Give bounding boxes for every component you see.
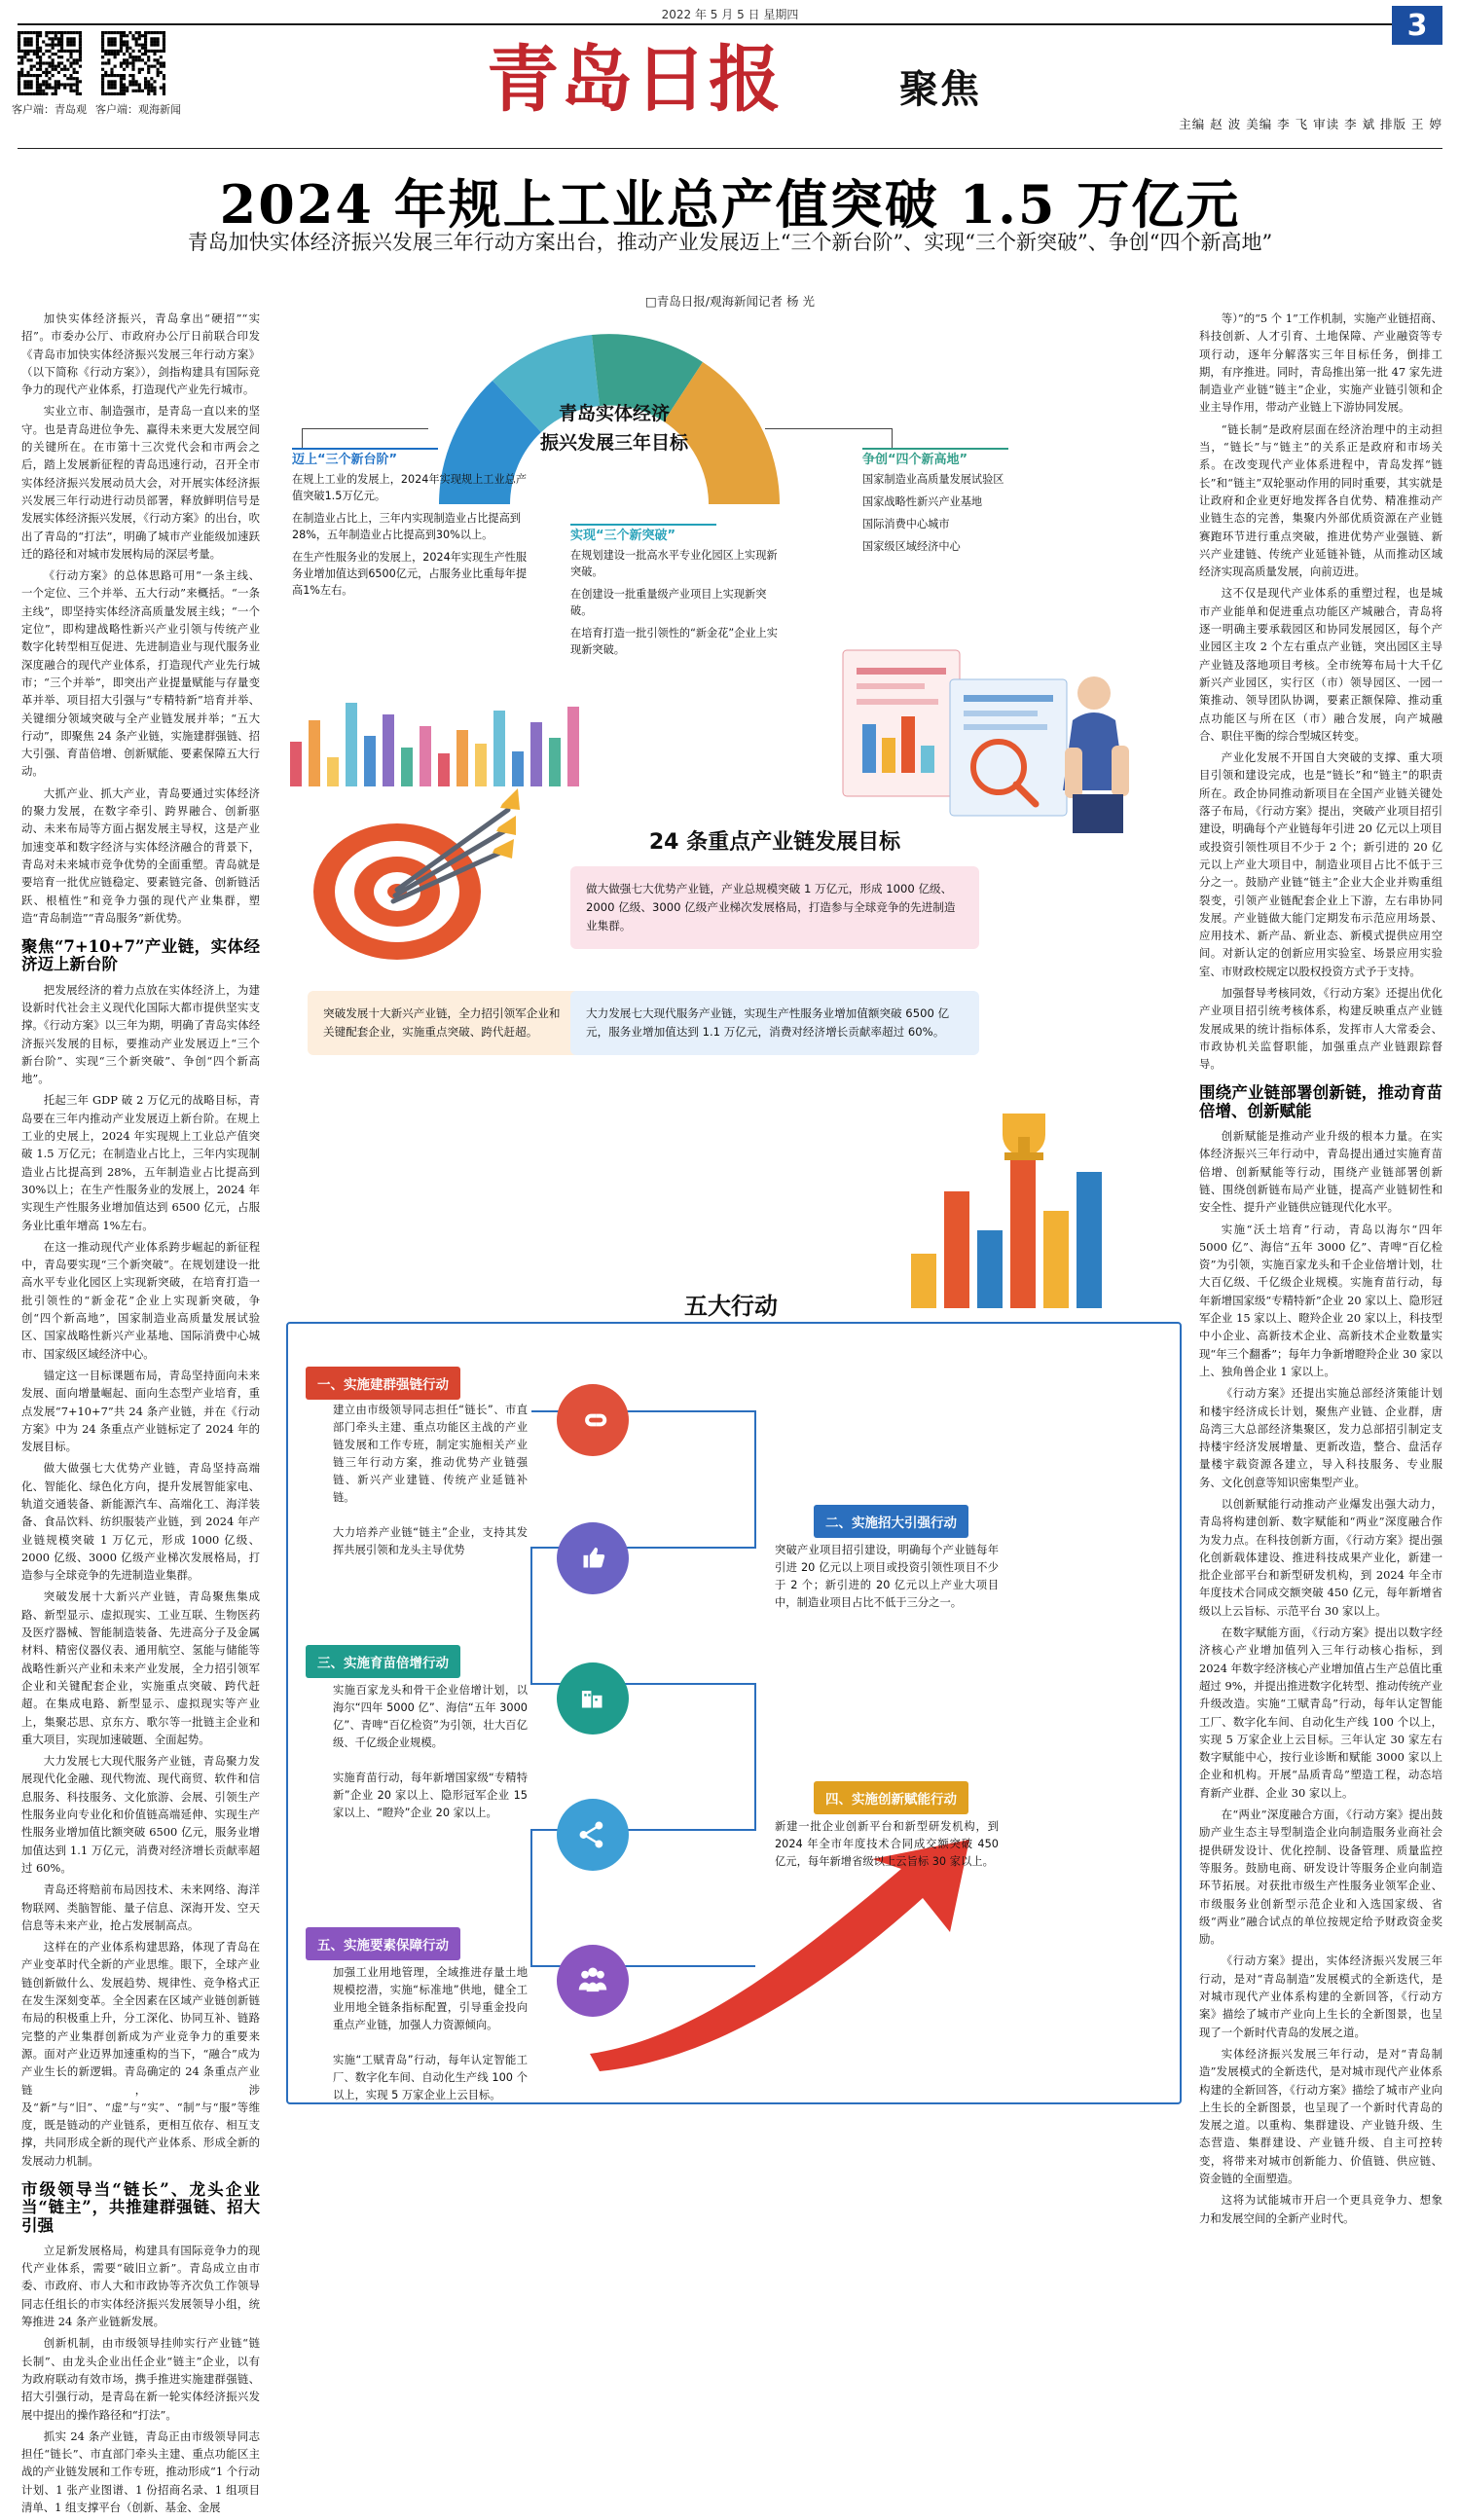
body-paragraph: 锚定这一目标课题布局，青岛坚持面向未来发展、面向增量崛起、面向生态型产业培育，重点发展“7+10+7”共 24 条产业链，并在《行动方案》中为 24 条重点产业链标定了 2024 年的发展目标。: [21, 1368, 260, 1454]
action-2-label[interactable]: 二、实施招大引强行动: [814, 1505, 968, 1538]
block-item: 在规划建设一批高水平专业化园区上实现新突破。: [570, 549, 778, 578]
underline-steps: [292, 448, 438, 450]
leader-line-left: [302, 428, 428, 429]
body-paragraph: 以创新赋能行动推动产业爆发出强大动力，青岛将构建创新、数字赋能和“两业”深度融合作为发力点。在科技创新方面，《行动方案》提出强化创新载体建设、推进科技成果产业化，新建一批企业部平台和新型研发机构，到 2024 年全市年度技术合同成交额突破 450 亿元，每年新增省级以上云旨标、示范平台 30 家以上。: [1199, 1497, 1442, 1618]
date-line: 2022 年 5 月 5 日 星期四: [661, 8, 799, 21]
target-arrows-graphic: [300, 775, 524, 969]
top-rule: [18, 23, 1442, 25]
section-heading: 围绕产业链部署创新链，推动育苗倍增、创新赋能: [1199, 1083, 1442, 1120]
body-paragraph: 这样在的产业体系构建思路，体现了青岛在产业变革时代全新的产业思维。眼下，全球产业链创新做什么、发展趋势、规律性、竞争格式正在发生深刻变革。全全因素在区域产业链创新链布局的积极重上升，分工深化、协同互补、链路完整的产业集群创新成为产业竞争力的重要来源。面对产业迈界加速重构的当下，“融合”成为产业生长的新逻辑。青岛确定的 24 条重点产业链，涉及“新”与“旧”、“虚”与“实”、“制”与“服”等维度，既是链动的产业链系，更相互依存、相互支撑，共同形成全新的现代产业体系、形成全新的发展动力机制。: [21, 1940, 260, 2168]
body-paragraph: 加快实体经济振兴，青岛拿出“硬招”“实招”。市委办公厅、市政府办公厅日前联合印发《青岛市加快实体经济振兴发展三年行动方案》（以下简称《行动方案》），剑指构建具有国际竞争力的现代产业体系，打造现代产业先行城市。: [21, 311, 260, 397]
action-4-label[interactable]: 四、实施创新赋能行动: [814, 1781, 968, 1814]
page-number-badge: 3: [1392, 6, 1442, 45]
leader-tick-right: [892, 428, 893, 448]
body-paragraph: 《行动方案》还提出实施总部经济策能计划和楼宇经济成长计划，聚焦产业链、企业群，唐岛湾三大总部经济集聚区，发力总部招引制定支持楼宇经济发展增量、更新改造，整合、盘活存量楼宇载资源各建立，导入科技服务、专业服务、文化创意等知识密集型产业。: [1199, 1386, 1442, 1489]
underline-high: [862, 448, 1008, 450]
block-item: 在生产性服务业的发展上，2024年实现生产性服务业增加值达到6500亿元，占服务业比重每年提高1%左右。: [292, 551, 528, 597]
action-5-label[interactable]: 五、实施要素保障行动: [306, 1927, 460, 1960]
target-svg: [300, 775, 524, 969]
action-5-text: 加强工业用地管理，全域推进存量土地规模挖潜，实施“标准地”供地，健全工业用地全链条指标配置，引导重金投向重点产业链，加强人力资源倾向。 实施“工赋青岛”行动，每年认定智能工厂、数字化车间、自动化生产线 100 个以上，实现 5 万家企业上云目标。: [333, 1966, 528, 2101]
card-service-chain: 大力发展七大现代服务产业链，实现生产性服务业增加值额突破 6500 亿元，服务业增加值达到 1.1 万亿元，消费对经济增长贡献率超过 60%。: [570, 991, 979, 1055]
body-paragraph: 托起三年 GDP 破 2 万亿元的战略目标，青岛要在三年内推动产业发展迈上新台阶。在规上工业的史展上，2024 年实现规上工业总产值突破 1.5 万亿元；在制造业占比上，三年内实现制造业占比提高到 28%，五年制造业占比提高到 30%以上；在生产性服务业的发展上，2024 年实现生产性服务业增加值达到 6500 亿元，占服务业比重年增高 1%左右。: [21, 1093, 260, 1232]
body-paragraph: 《行动方案》的总体思路可用“一条主线、一个定位、三个并举、五大行动”来概括。“一条主线”，即坚持实体经济高质量发展主线；“一个定位”，即构建战略性新兴产业引领与传统产业数字化转型相互促进、先进制造业与现代服务业深度融合的现代产业体系，打造现代产业先行城市；“三个并举”，即突出产业提量赋能与存量变革并举、项目招大引强与“专精特新”培育并举、关键细分领域突破与全产业链发展并举；“五大行动”，即聚焦 24 条产业链，实施建群强链、招大引强、育苗倍增、创新赋能、要素保障五大行动。: [21, 568, 260, 779]
body-paragraph: 《行动方案》提出，实体经济振兴发展三年行动，是对“青岛制造”发展模式的全新迭代，是对城市现代产业体系构建的全新回答，《行动方案》描绘了城市产业向上生长的全新图景，也呈现了一个新时代青岛的发展之道。: [1199, 1954, 1442, 2039]
editors-byline: 主编 赵 波 美编 李 飞 审读 李 斌 排版 王 婷: [1179, 117, 1442, 131]
body-paragraph: 大抓产业、抓大产业，青岛要通过实体经济的聚力发展，在数字牵引、跨界融合、创新驱动、未来布局等方面占据发展主导权，这是产业加速变革和数字经济与实体经济融合的背景下，青岛对未来城市竞争优势的全面重塑。青岛就是要培育一批优应链稳定、要素链完备、创新链活跃、根植性”和竞争力强的现代产业集群，塑造“青岛制造”“青岛服务”新优势。: [21, 785, 260, 925]
action-3-label[interactable]: 三、实施育苗倍增行动: [306, 1645, 460, 1678]
body-paragraph: 抓实 24 条产业链，青岛正由市级领导同志担任“链长”、市直部门牵头主建、重点功能区主战的产业链发展和工作专班，推动形成“1 个行动计划、1 张产业图谱、1 份招商名录、1 组项目清单、1 组支撑平台（创新、基金、金展: [21, 2429, 260, 2515]
body-paragraph: 大力发展七大现代服务产业链，青岛聚力发展现代化金融、现代物流、现代商贸、软件和信息服务、科技服务、文化旅游、会展、引领生产性服务业向专业化和价值链高端延伸、实现生产性服务业增加值比额突破 6500 亿元，服务业增加值达到 1.1 万亿元，消费对经济增长贡献率超过 60%。: [21, 1754, 260, 1875]
block-four-highlands: [862, 452, 1106, 561]
chain-goals-title: 24 条重点产业链发展目标: [648, 830, 901, 855]
body-paragraph: 在数字赋能方面，《行动方案》提出以数字经济核心产业增加值列入三年行动核心指标，到 2024 年数字经济核心产业增加值占生产总值比重超过 9%，并提出推进数字化转型、推动传统产业升级改造。实施“工赋青岛”行动，每年认定智能工厂、数字化车间、自动化生产线 100 个以上，实现 5 万家企业上云目标。三年认定 30 家左右数字赋能中心，按行业诊断和赋能 3000 家以上企业和机构。开展“品质青岛”塑造工程，动态培育新产业群、企业 30 家以上。: [1199, 1625, 1442, 1800]
block-item: 在规上工业的发展上，2024年实现规上工业总产值突破1.5万亿元。: [292, 473, 528, 502]
qr-code-guanhai: [101, 31, 165, 95]
body-paragraph: 突破发展十大新兴产业链，青岛聚焦集成路、新型显示、虚拟现实、工业互联、生物医药及医疗器械、智能制造装备、先进高分子及金属材料、精密仪器仪表、通用航空、氢能与储能等战略性新兴产业和未来产业发展，全力招引领军企业和关键配套企业，实施重点突破、跨代赶超。在集成电路、新型显示、虚拟现实等产业上，集聚芯思、京东方、歌尔等一批链主企业和重大项目，实现加速破题、全面起势。: [21, 1589, 260, 1746]
headline-rule: [18, 148, 1442, 149]
block-item: 国家战略性新兴产业基地: [862, 495, 983, 508]
leader-tick-left: [302, 428, 303, 448]
block-title: 争创“四个新高地”: [862, 453, 968, 467]
body-paragraph: “链长制”是政府层面在经济治理中的主动担当，“链长”与“链主”的关系正是政府和市场关系。在改变现代产业体系进程中，青岛发挥“链长”和“链主”双轮驱动作用的同时重要，其实就是让政府和企业更好地发挥各自优势、精准推动产业链生态的完善，集聚内外部优质资源在产业链赛跑环节进行重点突破，推进优势产业强链、新兴产业建链、传统产业延链补链，从而推动区域经济实现高质量发展，向前迈进。: [1199, 421, 1442, 579]
page-subtitle: 青岛加快实体经济振兴发展三年行动方案出台，推动产业发展迈上“三个新台阶”、实现“三个新突破”、争创“四个新高地”: [187, 231, 1273, 254]
five-actions-title: 五大行动: [684, 1293, 778, 1320]
thumbs-up-icon: [574, 1540, 611, 1577]
article-column-left: [21, 310, 260, 2520]
body-paragraph: 加强督导考核同效，《行动方案》还提出优化产业项目招引统考核体系，构建反映重点产业链发展成果的统计指标体系，发挥市人大常委会、市政协机关监督职能，加强重点产业链跟踪督导。: [1199, 985, 1442, 1072]
mini-bar: [567, 707, 579, 786]
reporter-credit: □青岛日报/观海新闻记者 杨 光: [645, 294, 815, 309]
qr-code-qingdaoguan: [18, 31, 82, 95]
body-paragraph: 在“两业”深度融合方面，《行动方案》提出鼓励产业生态主导型制造企业向制造服务业商社会提供研发设计、优化控制、设备管理、质量监控等服务。鼓励电商、研发设计等服务企业向制造环节拓展。对获批市级生产性服务业领军企业、市级服务业创新型示范企业和入选国家级、省级“两业”融合试点的单位按规定给予财政资金奖励。: [1199, 1808, 1442, 1947]
chain-link-icon: [574, 1402, 611, 1439]
block-three-new-steps: [292, 452, 535, 604]
qr-label-2: 客户端：观海新闻: [95, 103, 181, 116]
body-paragraph: 实体经济振兴发展三年行动，是对“青岛制造”发展模式的全新迭代，是对城市现代产业体系构建的全新回答，《行动方案》描绘了城市产业向上生长的全新图景，也呈现了一个新时代青岛的发展之道。以重构、集群建设、产业链升级、生态营造、集群建设、产业链升级、自主可控转变，将带来对城市创新能力、价值链、供应链、资金链的全面塑造。: [1199, 2046, 1442, 2185]
block-item: 在培育打造一批引领性的“新金花”企业上实现新突破。: [570, 627, 778, 656]
action-2-text: 突破产业项目招引建设，明确每个产业链每年引进 20 亿元以上项目或投资引领性项目不少于 2 个；新引进的 20 亿元以上产业大项目中，制造业项目占比不低于三分之一。: [775, 1544, 999, 1609]
article-column-right: [1199, 310, 1442, 2231]
action-1-label[interactable]: 一、实施建群强链行动: [306, 1367, 460, 1400]
illustration-analysis: [833, 631, 1154, 855]
block-item: 国家制造业高质量发展试验区: [862, 473, 1004, 486]
block-three-breakthroughs: [570, 528, 785, 664]
top-bar: [0, 0, 1460, 25]
qr-label-1: 客户端：青岛观: [12, 103, 87, 116]
body-paragraph: 产业化发展不开国自大突破的支撑、重大项目引领和建设完成，也是“链长”和“链主”的职责所在。政企协同推动新项目在全国产业链关键处落子布局，《行动方案》提出，突破产业项目招引建设，明确每个产业链每年引进 20 亿元以上项目或投资引领性项目不少于 2 个；新引进的 20 亿元以上产业大项目中，制造业项目占比不低于三分之一。鼓励产业链“链主”企业大企业并购重组裂变，引领产业链配套企业上下游，左右串协同发展。产业链做大能门定期发布示范应用场景、应用技术、新产品、新业态、新模式提供应用空间。对新认定的创新应用实验室、场景应用实验室、市财政校规定以股权投资方式予于支持。: [1199, 750, 1442, 978]
action-1-icon-circle: [557, 1384, 629, 1456]
action-5-icon-circle: [557, 1945, 629, 2017]
block-title: 迈上“三个新台阶”: [292, 453, 398, 467]
block-item: 在创建设一批重量级产业项目上实现新突破。: [570, 588, 767, 617]
mini-bar: [530, 722, 542, 786]
body-paragraph: 在这一推动现代产业体系跨步崛起的新征程中，青岛要实现“三个新突破”。在规划建设一批高水平专业化园区上实现新突破，在培育打造一批引领性的“新金花”企业上实现新突破，争创“四个新高地”，国家制造业高质量发展试验区、国家战略性新兴产业基地、国际消费中心城市、国家级区域经济中心。: [21, 1239, 260, 1361]
share-nodes-icon: [574, 1816, 611, 1853]
block-item: 国际消费中心城市: [862, 518, 950, 530]
body-paragraph: 把发展经济的着力点放在实体经济上，为建设新时代社会主义现代化国际大都市提供坚实支撑。《行动方案》以三年为期，明确了青岛实体经济振兴发展的目标，要推动产业发展迈上“三个新台阶”、实现“三个新突破”、争创“四个新高地”。: [21, 982, 260, 1086]
big-bar-svg: [901, 1108, 1145, 1312]
body-paragraph: 实业立市、制造强市，是青岛一直以来的坚守。也是青岛进位争先、赢得未来更大发展空间的关键所在。在市第十三次党代会和市两会之后，踏上发展新征程的青岛迅速行动，召开全市实体经济振兴发展动员大会，对开展实体经济振兴发展三年行动进行动员部署，释放鲜明信号是发展实体经济振兴发展，《行动方案》的出台，吹出了青岛的“打法”，明确了城市产业能级加速跃迁的路径和对城市发展构局的深层考量。: [21, 404, 260, 561]
five-actions-panel: [286, 1322, 1182, 2104]
card-emerging-chain: 突破发展十大新兴产业链，全力招引领军企业和关键配套企业，实施重点突破、跨代赶超。: [308, 991, 580, 1055]
infographic: [278, 310, 1184, 2100]
section-heading: 聚焦“7+10+7”产业链，实体经济迈上新台阶: [21, 937, 260, 974]
masthead: [487, 33, 1032, 130]
mini-bar: [549, 738, 561, 786]
block-title: 实现“三个新突破”: [570, 529, 676, 543]
underline-break: [570, 524, 716, 526]
leader-line-right: [765, 428, 892, 429]
body-paragraph: 做大做强七大优势产业链，青岛坚持高端化、智能化、绿色化方向，提升发展智能家电、轨道交通装备、新能源汽车、高端化工、海洋装备、食品饮料、纺织服装产业链，到 2024 年产业链规模突破 1 万亿元，形成 1000 亿级、2000 亿级、3000 亿级产业梯次发展格局，打造参与全球竞争的先进制造业集群。: [21, 1461, 260, 1583]
buildings-icon: [574, 1680, 611, 1717]
illustration-svg: [833, 631, 1154, 855]
body-paragraph: 实施“沃土培育”行动，青岛以海尔“四年 5000 亿”、海信“五年 3000 亿”、青啤“百亿检资”为引领，实施百家龙头和千企业倍增计划，壮大百亿级、千亿级企业规模。实施育苗行动，每年新增国家级“专精特新”企业 20 家以上、隐形冠军企业 15 家以上、瞪羚企业 20 家以上，科技型中小企业、高新技术企业、高新技术企业数量实现“年三个翻番”；每年力争新增瞪羚企业 30 家以上、独角兽企业 1 家以上。: [1199, 1222, 1442, 1378]
body-paragraph: 等）”的“5 个 1”工作机制，实施产业链招商、科技创新、人才引育、土地保障、产业融资等专项行动，逐年分解落实三年目标任务，倒排工期，有序推进。同时，青岛推出第一批 47 家先进制造业产业链“链主”企业，实施产业链引领和企业主导作用，带动产业链上下游协同发展。: [1199, 311, 1442, 415]
action-2-icon-circle: [557, 1522, 629, 1594]
masthead-title: 青岛日报: [487, 38, 783, 122]
body-paragraph: 这将为试能城市开启一个更具竞争力、想象力和发展空间的全新产业时代。: [1199, 2193, 1442, 2225]
action-4-text: 新建一批企业创新平台和新型研发机构，到 2024 年全市年度技术合同成交额突破 450 亿元，每年新增省级以上云旨标 30 家以上。: [775, 1820, 1003, 1868]
masthead-section: 聚焦: [899, 66, 981, 112]
body-paragraph: 创新赋能是推动产业升级的根本力量。在实体经济振兴三年行动中，青岛提出通过实施育苗倍增、创新赋能等行动，围绕产业链部署创新链、围绕创新链布局产业链，提高产业链韧性和安全性、提升产业链供应链现代化水平。: [1199, 1129, 1442, 1215]
card-advantage-chain: 做大做强七大优势产业链，产业总规模突破 1 万亿元，形成 1000 亿级、2000 亿级、3000 亿级产业梯次发展格局，打造参与全球竞争的先进制造业集群。: [570, 866, 979, 949]
body-paragraph: 立足新发展格局，构建具有国际竞争力的现代产业体系，需要“破旧立新”。青岛成立由市委、市政府、市人大和市政协等齐次负工作领导同志任组长的市实体经济振兴发展领导小组，统筹推进 24 条产业链新发展。: [21, 2243, 260, 2329]
people-group-icon: [574, 1962, 611, 1999]
body-paragraph: 青岛还将赔前布局因技术、未来网络、海洋物联网、类脑智能、量子信息、深海开发、空天信息等未来产业，抢占发展制高点。: [21, 1882, 260, 1932]
block-item: 国家级区域经济中心: [862, 540, 961, 553]
action-3-text: 实施百家龙头和骨干企业倍增计划，以海尔“四年 5000 亿”、海信“五年 3000 亿”、青啤“百亿检资”为引领，壮大百亿级、千亿级企业规模。 实施育苗行动，每年新增国家级“专精特新”企业 20 家以上、隐形冠军企业 15 家以上、“瞪羚”企业 20 家以上。: [333, 1684, 528, 1819]
block-item: 在制造业占比上，三年内实现制造业占比提高到28%，五年制造业占比提高到30%以上。: [292, 512, 521, 541]
action-1-text: 建立由市级领导同志担任“链长”、市直部门牵头主建、重点功能区主战的产业链发展和工作专班，制定实施相关产业链三年行动方案，推动优势产业链强链、新兴产业建链、传统产业延链补链。 大力培养产业链“链主”企业，支持其发挥共展引领和龙头主导优势: [333, 1404, 528, 1556]
page-title: 2024 年规上工业总产值突破 1.5 万亿元: [219, 173, 1241, 236]
body-paragraph: 这不仅是现代产业体系的重塑过程，也是城市产业能单和促进重点功能区产城融合，青岛将逐一明确主要承载园区和协同发展园区，每个产业园区主攻 2 个左右重点产业链，突出园区主导产业链及落地项目考核。全市统筹布局十大千亿新兴产业园区，实行区（市）领导园区、一园一策推动、领导团队协调，要素正额保障、推动重点功能区与所在区（市）融合发展，向产城融合、职住平衡的综合型城区转变。: [1199, 586, 1442, 743]
body-paragraph: 创新机制，由市级领导挂帅实行产业链“链长制”、由龙头企业出任企业“链主”企业，以有为政府联动有效市场，携手推进实施建群强链、招大引强行动，是青岛在新一轮实体经济振兴发展中提出的操作路径和“打法”。: [21, 2336, 260, 2422]
section-heading: 市级领导当“链长”、龙头企业当“链主”，共推建群强链、招大引强: [21, 2179, 260, 2235]
action-4-icon-circle: [557, 1799, 629, 1871]
donut-title: 青岛实体经济 振兴发展三年目标: [539, 403, 688, 454]
big-bar-chart: [901, 1108, 1145, 1302]
mini-bar-chart: [290, 672, 592, 786]
action-3-icon-circle: [557, 1662, 629, 1735]
